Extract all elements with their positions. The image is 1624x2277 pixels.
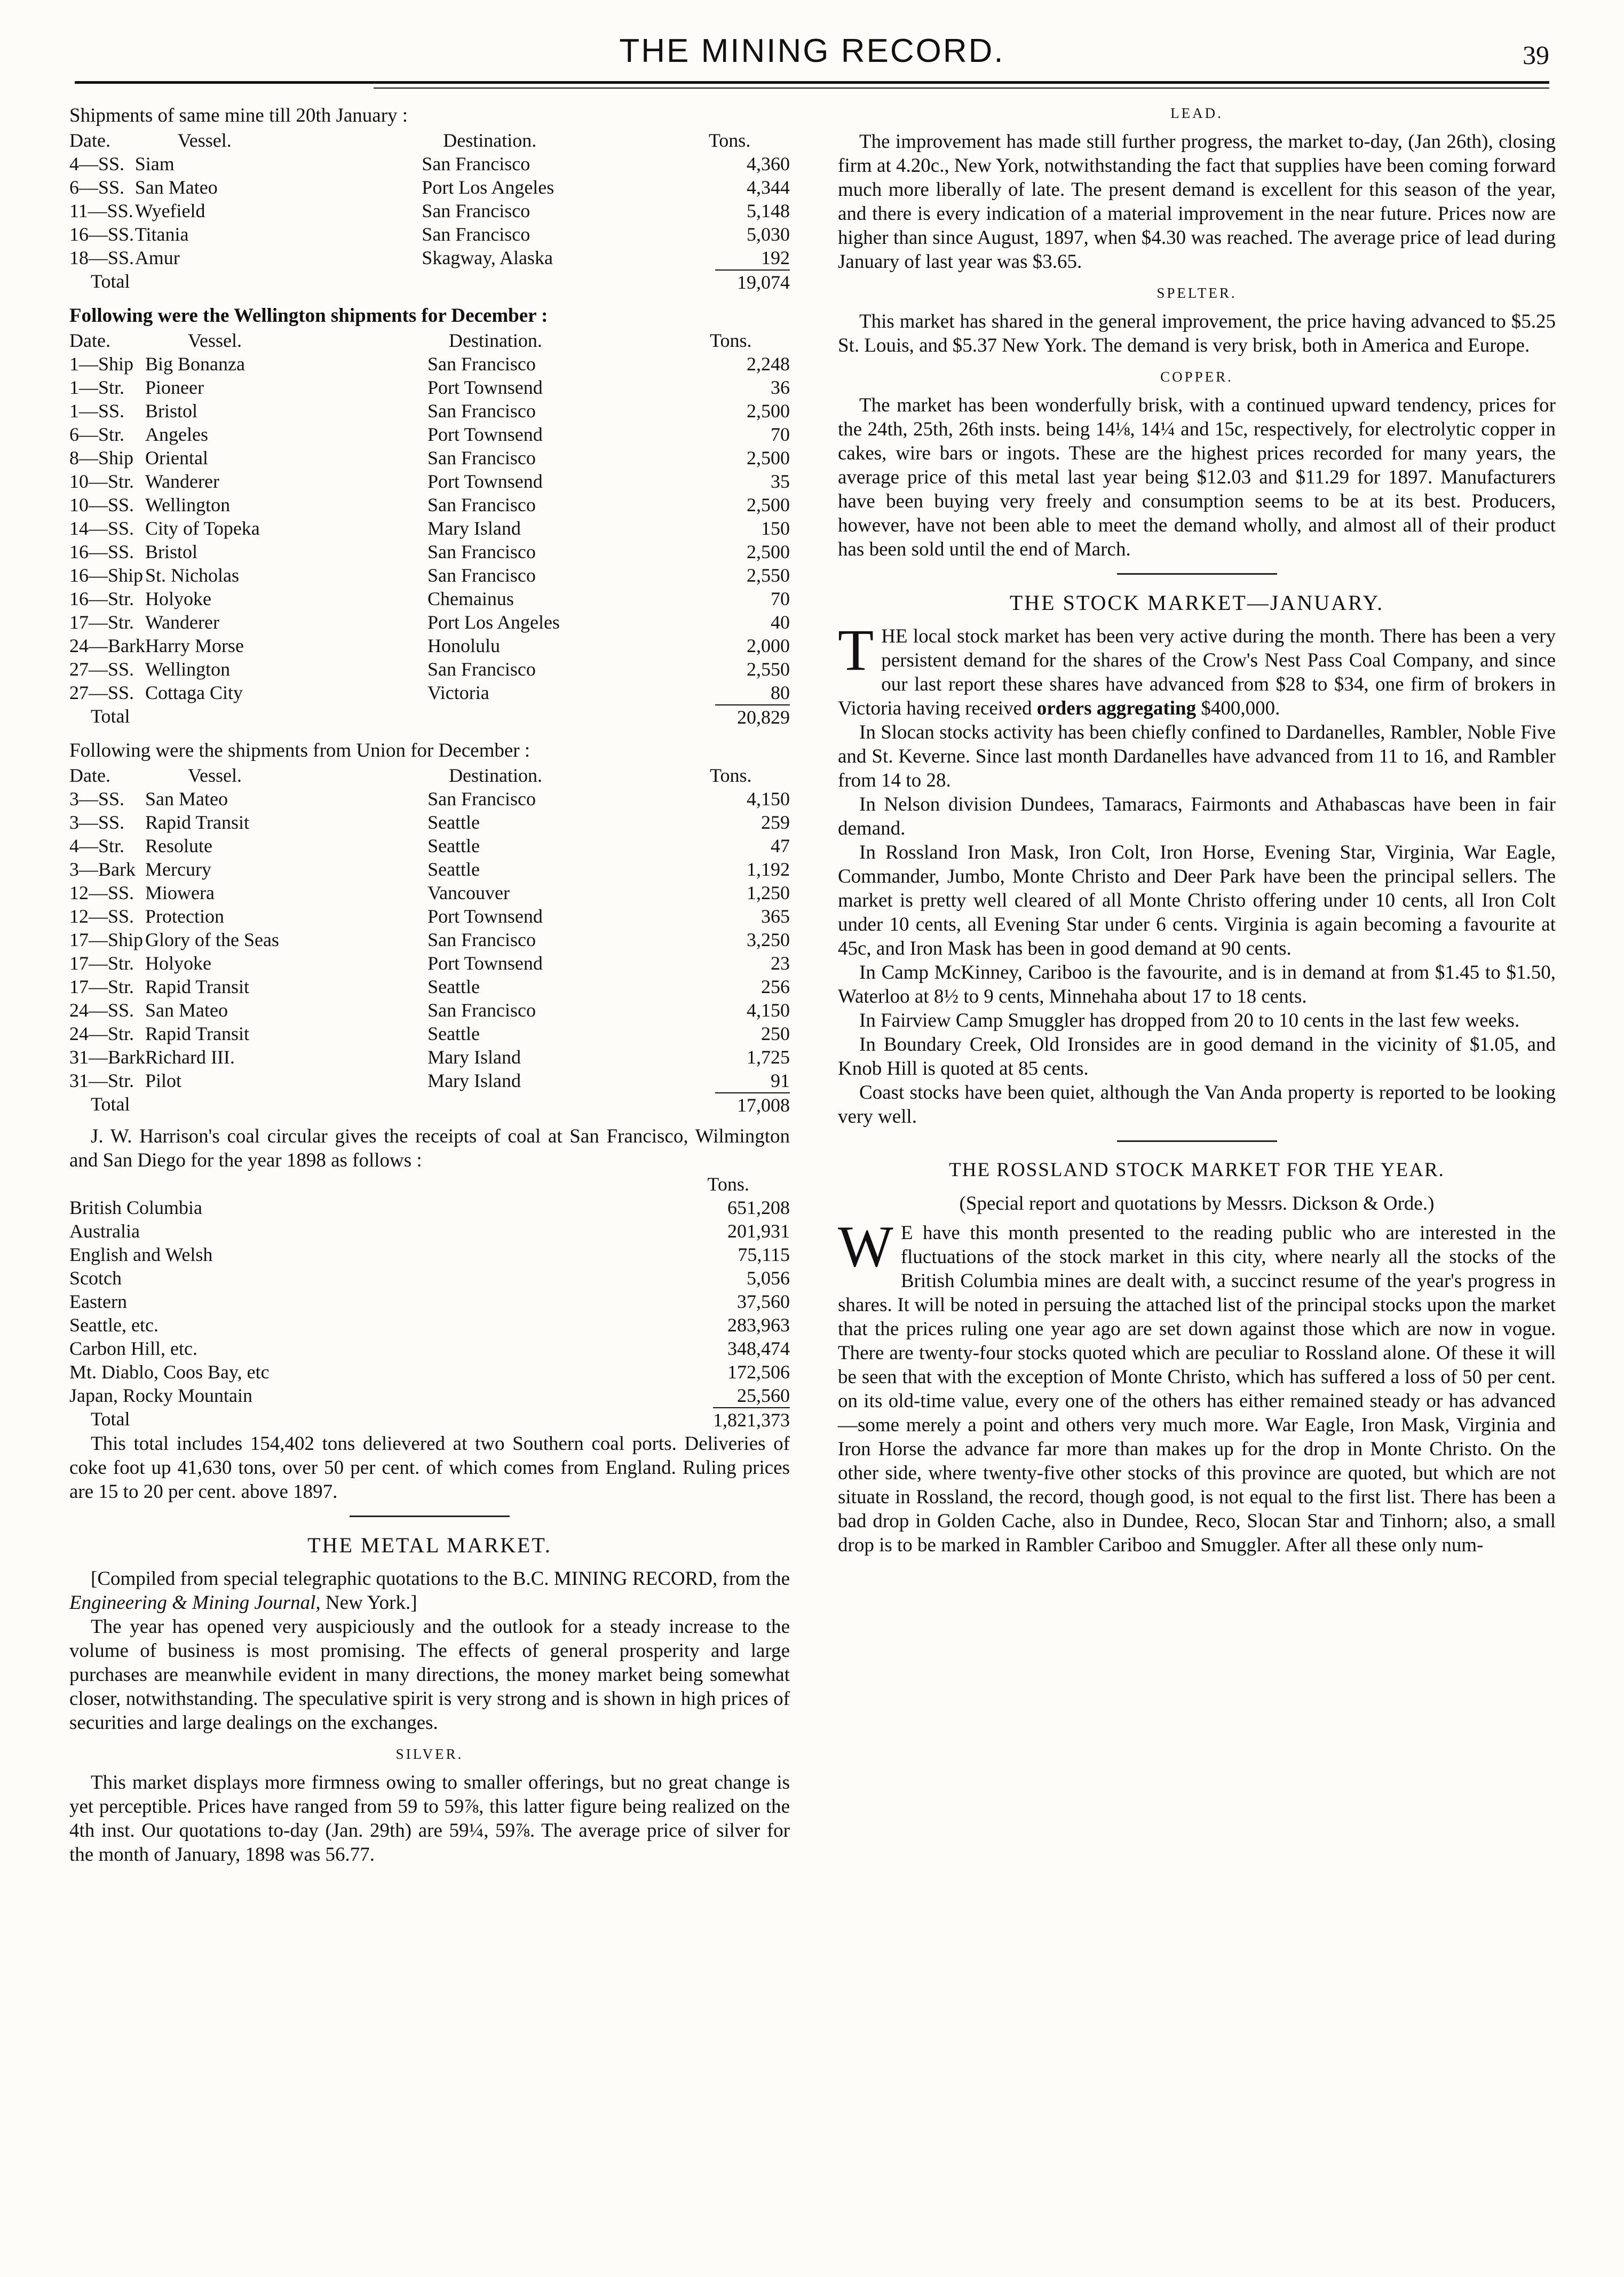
cell-date: 16—SS. (69, 224, 134, 245)
cell-date: 3—Bark (69, 859, 136, 880)
table-row (69, 470, 790, 493)
total-row (69, 269, 790, 294)
cell-date: 16—Str. (69, 588, 134, 609)
stock-paragraph-slocan: In Slocan stocks activity has been chiefly confined to Dardanelles, Rambler, Noble Five and St. Keverne. Since last month Dardanelles have advanced from 11 to 16, and Rambler from 14 to 28. (838, 721, 1556, 791)
table-row (69, 517, 790, 540)
col-tons: Tons. (710, 330, 752, 351)
rossland-text: E have this month presented to the reading public who are interested in the fluctuations of the stock market in this city, where nearly all the stocks of the British Columbia mines are dealt with, a succinct resume of the year's progress in shares. It will be noted in persuing the attached list of the principal stocks upon the market that the prices ruling one year ago are set down against those which are now in vogue. There are twenty-four stocks quoted which are peculiar to Rossland alone. Of these it will be seen that with the exception of Monte Christo, which has suffered a loss of 50 per cent. on its old-time value, every one of the others has either remained steady or has advanced—some merely a point and others very much more. War Eagle, Iron Mask, Virginia and Iron Horse the advance far more than makes up for the drop in Monte Christo. On the other side, where twenty-five other stocks of this province are quoted, but which are not situate in Rossland, the record, though good, is not equal to the first list. There has been a bad drop in Golden Cache, also in Dundee, Reco, Slocan Star and Tinhorn; also, a small drop is to be marked in Rambler Cariboo and Smuggler. After all these only num- (838, 1222, 1556, 1556)
cell-tons: 256 (761, 976, 790, 997)
cell-vessel: Resolute (145, 835, 212, 856)
cell-date: 4—Str. (69, 835, 125, 856)
table-header-row (69, 1172, 790, 1196)
table-header-row (69, 329, 790, 352)
cell-vessel: Siam (134, 153, 175, 174)
table-row (69, 199, 790, 223)
cell-vessel: Bristol (145, 541, 197, 562)
cell-vessel: Holyoke (145, 953, 211, 974)
cell-tons: 172,506 (727, 1361, 790, 1383)
stock-market-heading: THE STOCK MARKET—JANUARY. (1009, 591, 1384, 615)
cell-tons: 2,500 (747, 494, 790, 515)
dropcap-t: T (838, 617, 874, 683)
metal-market-heading: THE METAL MARKET. (307, 1533, 552, 1557)
table-row (69, 1196, 790, 1219)
total-label: Total (91, 1093, 130, 1115)
col-vessel: Vessel. (187, 765, 242, 786)
publication-title: THE MINING RECORD. (619, 33, 1005, 69)
compiled-pre: [Compiled from special telegraphic quotations to the B.C. MINING RECORD, from the (91, 1568, 790, 1590)
total-label: Total (91, 271, 130, 292)
table-row (69, 399, 790, 423)
cell-date: 27—SS. (69, 658, 134, 680)
coal-receipts-table (69, 1172, 790, 1432)
total-row (69, 704, 790, 729)
col-date: Date. (69, 130, 110, 151)
cell-tons: 250 (761, 1023, 790, 1044)
cell-destination: Port Townsend (427, 953, 543, 974)
total-label: Total (91, 705, 130, 727)
cell-tons: 283,963 (727, 1314, 790, 1336)
rossland-heading: THE ROSSLAND STOCK MARKET FOR THE YEAR. (949, 1159, 1445, 1181)
total-row (69, 1092, 790, 1117)
table-row (69, 376, 790, 399)
stock-paragraph-boundary: In Boundary Creek, Old Ironsides are in good demand in the vicinity of $1.05, and Knob Hill is quoted at 85 cents. (838, 1034, 1556, 1080)
cell-source: Scotch (69, 1267, 122, 1289)
table-row (69, 858, 790, 881)
wellington-intro: Following were the Wellington shipments for December : (69, 305, 548, 327)
cell-date: 3—SS. (69, 812, 125, 833)
cell-vessel: Miowera (145, 882, 215, 903)
cell-vessel: St. Nicholas (145, 565, 239, 586)
cell-date: 24—SS. (69, 999, 134, 1021)
cell-tons: 348,474 (727, 1338, 790, 1359)
table-row (69, 1290, 790, 1313)
cell-destination: Seattle (427, 859, 480, 880)
cell-tons: 2,550 (747, 658, 790, 680)
cell-tons: 1,192 (747, 859, 790, 880)
metal-intro-paragraph: The year has opened very auspiciously and the outlook for a steady increase to the volume of business is most promising. The effects of general prosperity and large purchases are meanwhile evident in many directions, the money market being somewhat closer, notwithstanding. The speculative spirit is very strong and is shown in high prices of securities and large dealings on the exchanges. (69, 1616, 790, 1734)
table-row (69, 928, 790, 951)
col-destination: Destination. (443, 130, 537, 151)
col-date: Date. (69, 765, 110, 786)
cell-tons: 5,056 (747, 1267, 790, 1289)
cell-date: 17—Str. (69, 976, 134, 997)
cell-date: 3—SS. (69, 788, 125, 810)
silver-heading: SILVER. (395, 1746, 464, 1762)
cell-destination: San Francisco (427, 447, 536, 469)
cell-destination: Port Townsend (427, 906, 543, 927)
cell-tons: 259 (761, 812, 790, 833)
compiled-note (69, 1567, 790, 1615)
table-row (69, 975, 790, 998)
cell-source: Seattle, etc. (69, 1314, 159, 1336)
table-row (69, 1266, 790, 1290)
cell-vessel: Rapid Transit (145, 976, 250, 997)
cell-source: Australia (69, 1220, 140, 1242)
cell-date: 24—Bark (69, 635, 145, 656)
total-value: 19,074 (715, 269, 790, 294)
cell-source: Japan, Rocky Mountain (69, 1385, 252, 1406)
cell-vessel: Angeles (145, 424, 208, 445)
cell-destination: Seattle (427, 1023, 480, 1044)
cell-tons: 91 (771, 1070, 790, 1091)
table-row (69, 951, 790, 975)
table-row (69, 1069, 790, 1092)
shipments-january-intro: Shipments of same mine till 20th January : (69, 105, 408, 126)
cell-date: 17—Str. (69, 612, 134, 633)
cell-tons: 4,150 (747, 999, 790, 1021)
table-row (69, 1045, 790, 1069)
cell-vessel: Wellington (145, 658, 231, 680)
cell-date: 4—SS. (69, 153, 125, 174)
cell-destination: Seattle (427, 812, 480, 833)
col-destination: Destination. (448, 330, 542, 351)
page-header (75, 32, 1549, 75)
stock-p1-end: $400,000. (1201, 697, 1280, 719)
rossland-paragraph (838, 1214, 1556, 1557)
table-row (69, 223, 790, 246)
cell-tons: 651,208 (727, 1197, 790, 1218)
cell-destination: Vancouver (427, 882, 510, 903)
cell-destination: Mary Island (427, 1046, 521, 1068)
cell-date: 24—Str. (69, 1023, 134, 1044)
cell-destination: Seattle (427, 835, 480, 856)
table-row (69, 681, 790, 704)
cell-vessel: Mercury (145, 859, 211, 880)
wellington-body (69, 352, 790, 729)
cell-vessel: Rapid Transit (145, 1023, 250, 1044)
cell-date: 10—Str. (69, 471, 134, 492)
cell-date: 16—Ship (69, 565, 144, 586)
cell-vessel: Amur (134, 247, 180, 268)
cell-destination: San Francisco (427, 929, 536, 950)
section-rule (1117, 1140, 1277, 1142)
total-value: 20,829 (715, 704, 790, 729)
cell-vessel: Cottaga City (145, 682, 243, 703)
cell-vessel: Holyoke (145, 588, 211, 609)
cell-tons: 2,500 (747, 541, 790, 562)
cell-source: British Columbia (69, 1197, 203, 1218)
cell-tons: 75,115 (738, 1244, 790, 1265)
cell-vessel: Pioneer (145, 377, 204, 398)
cell-source: Carbon Hill, etc. (69, 1338, 197, 1359)
cell-destination: San Francisco (427, 788, 536, 810)
cell-source: English and Welsh (69, 1244, 213, 1265)
lead-heading: LEAD. (1170, 105, 1223, 121)
table-row (69, 1313, 790, 1337)
total-label: Total (91, 1408, 130, 1430)
shipments-january-table (69, 129, 790, 294)
cell-vessel: San Mateo (145, 999, 228, 1021)
cell-destination: San Francisco (427, 494, 536, 515)
table-row (69, 1337, 790, 1360)
cell-date: 14—SS. (69, 518, 134, 539)
header-rule-thin (374, 88, 1549, 89)
cell-vessel: Pilot (145, 1070, 182, 1091)
cell-destination: Honolulu (427, 635, 500, 656)
table-row (69, 1219, 790, 1243)
stock-paragraph-1 (838, 617, 1556, 720)
cell-destination: San Francisco (422, 224, 530, 245)
table-row (69, 1243, 790, 1266)
cell-destination: Victoria (427, 682, 489, 703)
table-header-row (69, 764, 790, 787)
total-value: 1,821,373 (713, 1407, 790, 1432)
cell-destination: Chemainus (427, 588, 514, 609)
union-body (69, 787, 790, 1117)
cell-source: Eastern (69, 1291, 127, 1312)
cell-tons: 4,150 (747, 788, 790, 810)
cell-destination: Mary Island (427, 518, 521, 539)
cell-tons: 23 (771, 953, 790, 974)
cell-date: 17—Str. (69, 953, 134, 974)
table-row (69, 811, 790, 834)
cell-tons: 4,344 (747, 177, 790, 198)
cell-date: 27—SS. (69, 682, 134, 703)
copper-heading: COPPER. (1160, 369, 1233, 385)
table-row (69, 834, 790, 858)
table-row (69, 610, 790, 634)
section-rule (350, 1516, 510, 1517)
col-vessel: Vessel. (177, 130, 232, 151)
dropcap-w: W (838, 1214, 893, 1279)
col-tons: Tons. (710, 765, 752, 786)
cell-vessel: Wanderer (145, 471, 219, 492)
col-destination: Destination. (449, 765, 543, 786)
table-row (69, 587, 790, 610)
cell-tons: 3,250 (747, 929, 790, 950)
wellington-table (69, 329, 790, 729)
stock-p1-text: HE local stock market has been very active during the month. There has been a very persistent demand for the shares of the Crow's Nest Pass Coal Company, and since our last report these shares have advanced from $28 to $34, one firm of brokers in Victoria having received (838, 625, 1556, 719)
cell-vessel: Richard III. (145, 1046, 235, 1068)
cell-destination: San Francisco (427, 353, 536, 375)
stock-paragraph-rossland: In Rossland Iron Mask, Iron Colt, Iron Horse, Evening Star, Virginia, War Eagle, Commander, Jumbo, Monte Christo and Deer Park have been the principal sellers. The market is pretty well cleared of all Monte Christo offering under 10 cents, all Iron Colt under 10 cents, all Evening Star under 6 cents. Virginia is again becoming a favourite at 45c, and Iron Mask has been in good demand at 90 cents. (838, 842, 1556, 959)
stock-paragraph-nelson: In Nelson division Dundees, Tamaracs, Fairmonts and Athabascas have been in fair demand. (838, 794, 1556, 839)
cell-date: 6—SS. (69, 177, 125, 198)
cell-destination: San Francisco (427, 999, 536, 1021)
cell-tons: 80 (771, 682, 790, 703)
cell-destination: Port Townsend (427, 377, 543, 398)
table-row (69, 423, 790, 446)
section-rule (1117, 573, 1277, 575)
spelter-paragraph: This market has shared in the general improvement, the price having advanced to $5.25 St. Louis, and $5.37 New York. The demand is very brisk, both in America and Europe. (838, 311, 1556, 356)
cell-vessel: Wyefield (134, 200, 205, 221)
cell-tons: 150 (761, 518, 790, 539)
right-column (838, 101, 1556, 1557)
cell-tons: 70 (771, 588, 790, 609)
cell-tons: 365 (761, 906, 790, 927)
rossland-special-note: (Special report and quotations by Messrs. Dickson & Orde.) (959, 1193, 1435, 1215)
cell-date: 12—SS. (69, 882, 134, 903)
cell-date: 31—Bark (69, 1046, 145, 1068)
coal-note: This total includes 154,402 tons delievered at two Southern coal ports. Deliveries of coke foot up 41,630 tons, over 50 per cent. of which comes from England. Ruling prices are 15 to 20 per cent. above 1897. (69, 1433, 790, 1503)
cell-vessel: Wellington (145, 494, 231, 515)
cell-vessel: Titania (134, 224, 189, 245)
cell-destination: San Francisco (422, 153, 530, 174)
cell-tons: 192 (761, 247, 790, 268)
compiled-post: New York.] (325, 1592, 417, 1614)
table-row (69, 657, 790, 681)
cell-date: 1—SS. (69, 400, 125, 422)
lead-paragraph: The improvement has made still further progress, the market to-day, (Jan 26th), closing firm at 4.20c., New York, notwithstanding the fact that supplies have been coming forward much more liberally of late. The present demand is excellent for this season of the year, and there is every indication of a material improvement in the near future. Prices now are higher than since August, 1897, when $4.30 was reached. The average price of lead during January of last year was $3.65. (838, 131, 1556, 273)
cell-tons: 2,248 (747, 353, 790, 375)
cell-date: 6—Str. (69, 424, 125, 445)
silver-paragraph: This market displays more firmness owing to smaller offerings, but no great change is yet perceptible. Prices have ranged from 59 to 59⅞, this latter figure being realized on the 4th inst. Our quotations to-day (Jan. 29th) are 59¼, 59⅞. The average price of silver for the month of January, 1898 was 56.77. (69, 1772, 790, 1866)
col-date: Date. (69, 330, 110, 351)
table-row (69, 246, 790, 269)
stock-paragraph-mckinney: In Camp McKinney, Cariboo is the favourite, and is in demand at from $1.45 to $1.50, Waterloo at 8½ to 9 cents, Minnehaha about 17 to 18 cents. (838, 962, 1556, 1007)
table-row (69, 493, 790, 517)
cell-tons: 37,560 (737, 1291, 790, 1312)
table-row (69, 540, 790, 564)
cell-tons: 25,560 (737, 1385, 790, 1406)
cell-tons: 2,500 (747, 447, 790, 469)
cell-vessel: Oriental (145, 447, 208, 469)
cell-tons: 2,550 (747, 565, 790, 586)
union-table (69, 764, 790, 1117)
cell-tons: 36 (771, 377, 790, 398)
cell-vessel: Wanderer (145, 612, 219, 633)
table-row (69, 564, 790, 587)
cell-destination: San Francisco (427, 565, 536, 586)
shipments-january-body (69, 152, 790, 294)
cell-destination: San Francisco (427, 658, 536, 680)
cell-destination: San Francisco (427, 400, 536, 422)
cell-destination: Port Los Angeles (427, 612, 560, 633)
cell-destination: San Francisco (422, 200, 530, 221)
col-tons: Tons. (707, 1173, 749, 1195)
cell-vessel: Rapid Transit (145, 812, 250, 833)
table-row (69, 787, 790, 811)
cell-vessel: Harry Morse (145, 635, 244, 656)
total-value: 17,008 (715, 1092, 790, 1117)
left-column (69, 101, 790, 1867)
cell-destination: Seattle (427, 976, 480, 997)
cell-tons: 201,931 (727, 1220, 790, 1242)
cell-date: 12—SS. (69, 906, 134, 927)
cell-tons: 47 (771, 835, 790, 856)
cell-tons: 70 (771, 424, 790, 445)
journal-name: Engineering & Mining Journal, (69, 1592, 321, 1614)
table-row (69, 881, 790, 905)
cell-date: 1—Str. (69, 377, 125, 398)
table-row (69, 446, 790, 470)
copper-paragraph: The market has been wonderfully brisk, with a continued upward tendency, prices for the 24th, 25th, 26th insts. being 14⅛, 14¼ and 15c, respectively, for electrolytic copper in cakes, wire bars or ingots. These are the highest prices recorded for many years, the average price of this metal last year being $12.03 and $11.29 for 1897. Manufacturers have been buying very freely and consumption seems to be at its best. Producers, however, have not been able to meet the demand wholly, and almost all of their product has been sold until the end of March. (838, 394, 1556, 560)
cell-date: 1—Ship (69, 353, 134, 375)
cell-tons: 35 (771, 471, 790, 492)
table-row (69, 634, 790, 657)
cell-date: 10—SS. (69, 494, 134, 515)
cell-date: 18—SS. (69, 247, 134, 268)
cell-vessel: Bristol (145, 400, 197, 422)
col-tons: Tons. (708, 130, 751, 151)
stock-paragraph-coast: Coast stocks have been quiet, although the Van Anda property is reported to be looking very well. (838, 1082, 1556, 1128)
table-row (69, 1384, 790, 1407)
spelter-heading: SPELTER. (1156, 285, 1237, 301)
cell-date: 11—SS. (69, 200, 133, 221)
cell-destination: San Francisco (427, 541, 536, 562)
cell-destination: Port Townsend (427, 471, 543, 492)
cell-tons: 5,030 (747, 224, 790, 245)
cell-date: 31—Str. (69, 1070, 134, 1091)
page-number: 39 (1523, 40, 1549, 70)
coal-receipts-body (69, 1196, 790, 1432)
table-row (69, 152, 790, 176)
cell-vessel: San Mateo (134, 177, 218, 198)
cell-destination: Skagway, Alaska (422, 247, 553, 268)
cell-vessel: City of Topeka (145, 518, 260, 539)
cell-tons: 2,000 (747, 635, 790, 656)
table-row (69, 1022, 790, 1045)
cell-date: 8—Ship (69, 447, 134, 469)
cell-source: Mt. Diablo, Coos Bay, etc (69, 1361, 270, 1383)
cell-destination: Port Los Angeles (422, 177, 554, 198)
cell-tons: 2,500 (747, 400, 790, 422)
cell-date: 17—Ship (69, 929, 144, 950)
cell-tons: 40 (771, 612, 790, 633)
cell-tons: 4,360 (747, 153, 790, 174)
stock-p1-bold: orders aggregating (1036, 697, 1197, 719)
cell-destination: Port Townsend (427, 424, 543, 445)
cell-vessel: Glory of the Seas (145, 929, 279, 950)
union-intro: Following were the shipments from Union for December : (69, 740, 530, 761)
table-row (69, 352, 790, 376)
cell-destination: Mary Island (427, 1070, 521, 1091)
table-row (69, 998, 790, 1022)
stock-paragraph-fairview: In Fairview Camp Smuggler has dropped from 20 to 10 cents in the last few weeks. (859, 1010, 1520, 1032)
cell-date: 16—SS. (69, 541, 134, 562)
table-row (69, 176, 790, 199)
cell-vessel: Big Bonanza (145, 353, 245, 375)
header-rule (75, 81, 1549, 84)
table-row (69, 1360, 790, 1384)
table-header-row (69, 129, 790, 152)
cell-tons: 1,725 (747, 1046, 790, 1068)
total-row (69, 1407, 790, 1432)
table-row (69, 905, 790, 928)
coal-circular-intro: J. W. Harrison's coal circular gives the receipts of coal at San Francisco, Wilmington and San Diego for the year 1898 as follows : (69, 1125, 790, 1171)
col-vessel: Vessel. (187, 330, 242, 351)
cell-vessel: San Mateo (145, 788, 228, 810)
cell-tons: 1,250 (747, 882, 790, 903)
cell-tons: 5,148 (747, 200, 790, 221)
cell-vessel: Protection (145, 906, 224, 927)
